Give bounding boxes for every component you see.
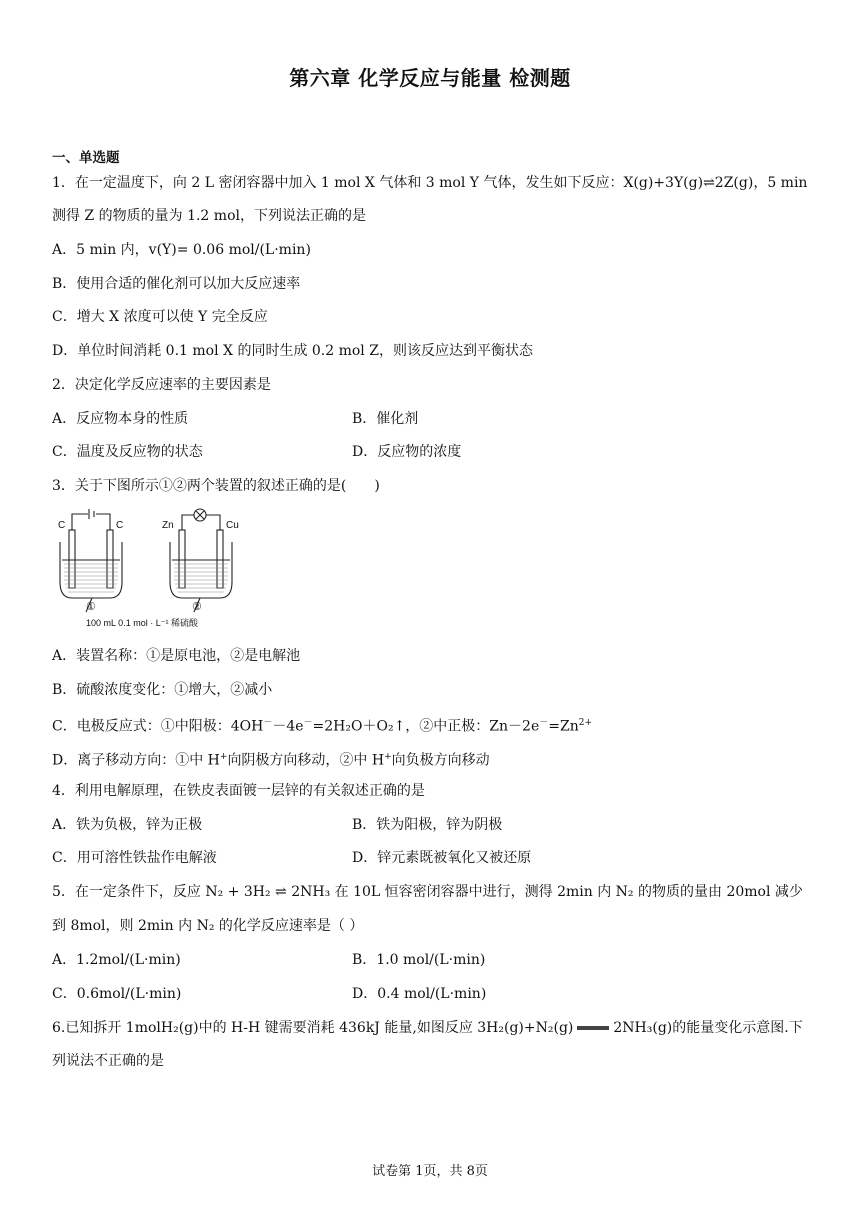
section-heading: 一、单选题 xyxy=(52,150,120,166)
q4-stem: 4．利用电解原理，在铁皮表面镀一层锌的有关叙述正确的是 xyxy=(52,783,425,799)
q1-stem-line1: 1．在一定温度下，向 2 L 密闭容器中加入 1 mol X 气体和 3 mol Y 气体，发生如下反应：X(g)+3Y(g)⇌2Z(g)，5 min xyxy=(52,175,808,191)
q6-stem-line1: 6.已知拆开 1molH₂(g)中的 H-H 键需要消耗 436kJ 能量,如图反应 3H₂(g)+N₂(g) 2NH₃(g)的能量变化示意图.下 xyxy=(52,1020,803,1036)
q3-stem: 3．关于下图所示①②两个装置的叙述正确的是( ) xyxy=(52,478,380,494)
q5-option-c: C．0.6mol/(L·min) xyxy=(52,986,182,1002)
electrode-label-zn: Zn xyxy=(162,520,174,531)
q4-option-c: C．用可溶性铁盐作电解液 xyxy=(52,850,217,866)
q2-option-b: B．催化剂 xyxy=(352,411,419,427)
q5-option-b: B．1.0 mol/(L·min) xyxy=(352,952,486,968)
page-footer: 试卷第 1页，共 8页 xyxy=(372,1164,488,1179)
q5-option-d: D．0.4 mol/(L·min) xyxy=(352,986,487,1002)
q1-stem-line2: 测得 Z 的物质的量为 1.2 mol，下列说法正确的是 xyxy=(52,208,366,224)
electrode-label-cu: Cu xyxy=(226,520,239,531)
q1-option-c: C．增大 X 浓度可以使 Y 完全反应 xyxy=(52,309,268,325)
q2-option-a: A．反应物本身的性质 xyxy=(52,411,189,427)
figure-caption: 100 mL 0.1 mol · L⁻¹ 稀硫酸 xyxy=(86,618,198,628)
q3-option-d: D．离子移动方向：①中 H+向阴极方向移动，②中 H+向负极方向移动 xyxy=(52,752,490,769)
equilibrium-arrow-icon xyxy=(577,1026,609,1030)
electrode-label-c-left: C xyxy=(58,520,66,531)
q2-stem: 2．决定化学反应速率的主要因素是 xyxy=(52,377,271,393)
q1-option-d: D．单位时间消耗 0.1 mol X 的同时生成 0.2 mol Z，则该反应达到平衡状态 xyxy=(52,343,533,359)
q2-option-c: C．温度及反应物的状态 xyxy=(52,444,203,460)
q5-option-a: A．1.2mol/(L·min) xyxy=(52,952,181,968)
q1-option-b: B．使用合适的催化剂可以加大反应速率 xyxy=(52,276,301,292)
apparatus-number-1: ① xyxy=(86,601,96,613)
q3-option-a: A．装置名称：①是原电池，②是电解池 xyxy=(52,648,301,664)
apparatus-number-2: ② xyxy=(192,601,202,613)
q2-option-d: D．反应物的浓度 xyxy=(352,444,462,460)
q5-stem-line1: 5．在一定条件下，反应 N₂ + 3H₂ ⇌ 2NH₃ 在 10L 恒容密闭容器中进行，测得 2min 内 N₂ 的物质的量由 20mol 减少 xyxy=(52,884,803,900)
electrode-label-c-right: C xyxy=(116,520,124,531)
page-title: 第六章 化学反应与能量 检测题 xyxy=(289,66,571,90)
q4-option-b: B．铁为阳极，锌为阴极 xyxy=(352,817,503,833)
q4-option-d: D．锌元素既被氧化又被还原 xyxy=(352,850,532,866)
q4-option-a: A．铁为负极，锌为正极 xyxy=(52,817,203,833)
q3-option-c: C．电极反应式：①中阳极：4OH－－4e－=2H₂O＋O₂↑，②中正极：$Zn-2e^-=Zn^{2+}$ xyxy=(52,718,593,735)
electrochemistry-apparatus-figure xyxy=(52,508,252,632)
q1-option-a: A．5 min 内，v(Y)= 0.06 mol/(L·min) xyxy=(52,242,311,258)
q5-stem-line2: 到 8mol，则 2min 内 N₂ 的化学反应速率是（ ） xyxy=(52,918,364,934)
q6-stem-line2: 列说法不正确的是 xyxy=(52,1053,164,1069)
q3-option-b: B．硫酸浓度变化：①增大，②减小 xyxy=(52,682,273,698)
